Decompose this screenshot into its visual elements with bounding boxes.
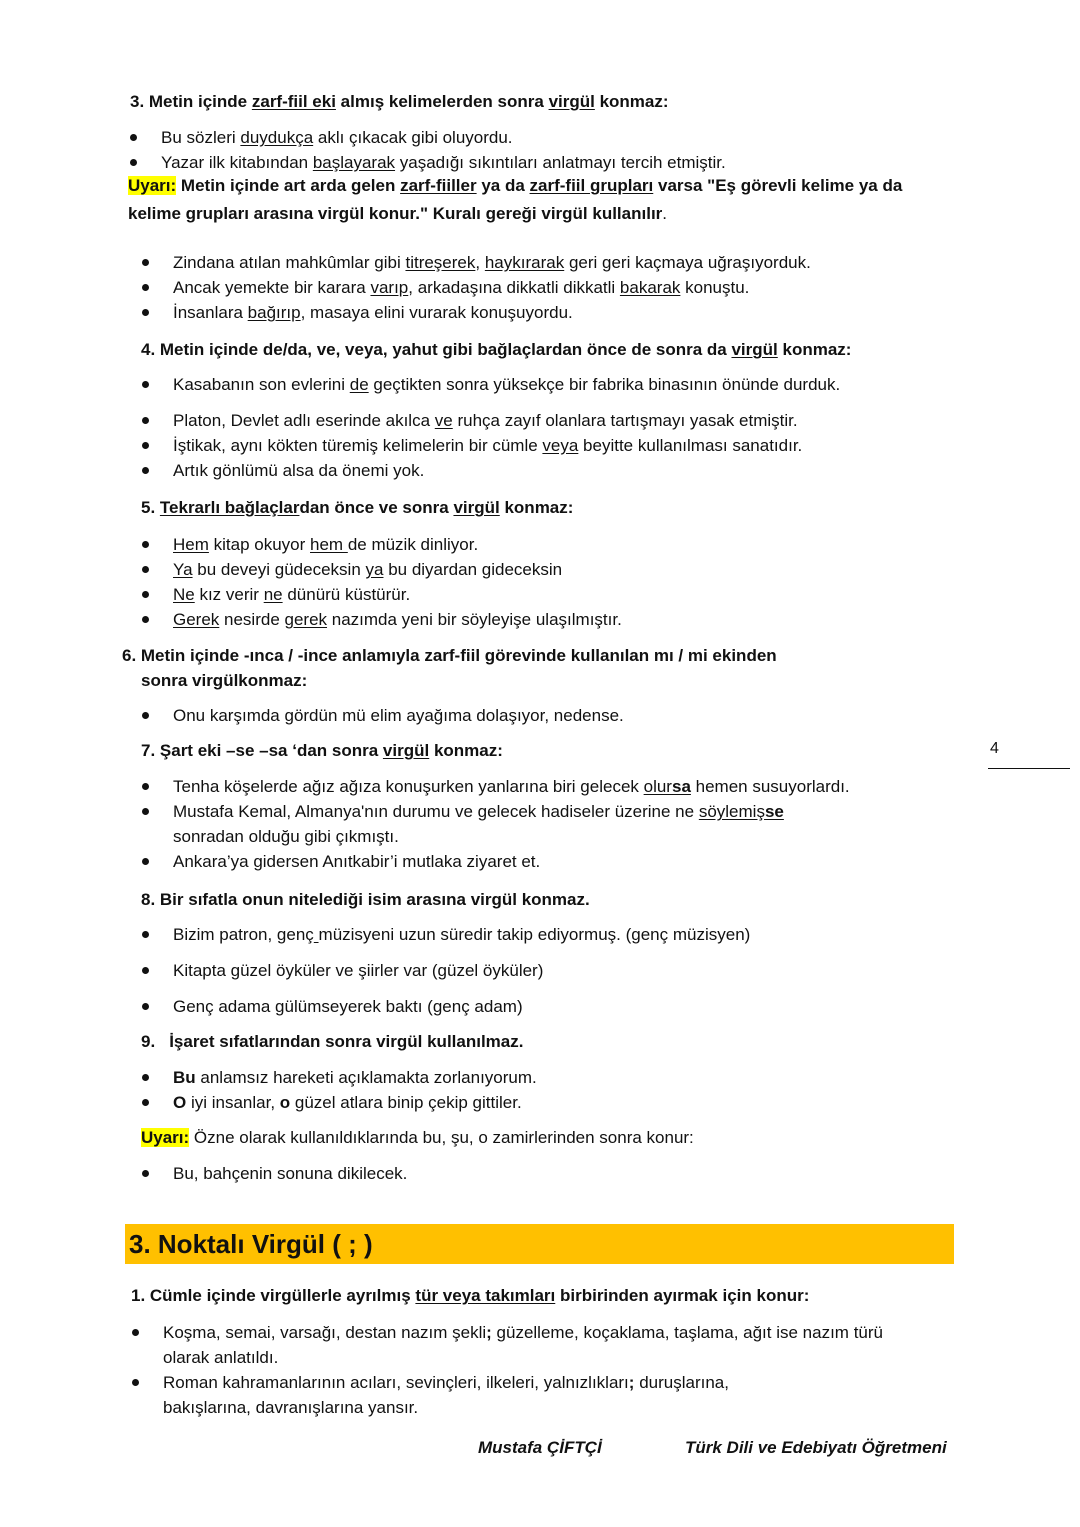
rule-7-heading: 7. Şart eki –se –sa ‘dan sonra virgül konmaz: — [141, 741, 503, 760]
footer-role: Türk Dili ve Edebiyatı Öğretmeni — [685, 1438, 947, 1457]
list-item: Ne kız verir ne dünürü küstürür. — [140, 582, 622, 607]
list-item: Bu sözleri duydukça aklı çıkacak gibi oluyordu. — [128, 125, 726, 150]
list-item: Ancak yemekte bir karara varıp, arkadaşına dikkatli dikkatli bakarak konuştu. — [140, 275, 811, 300]
footer-author: Mustafa ÇİFTÇİ — [478, 1438, 602, 1457]
rule-6-examples — [140, 703, 624, 728]
list-item: Bu, bahçenin sonuna dikilecek. — [140, 1161, 407, 1186]
list-item: Genç adama gülümseyerek baktı (genç adam) — [140, 994, 750, 1019]
list-item: Koşma, semai, varsağı, destan nazım şekli; güzelleme, koçaklama, taşlama, ağıt ise nazım türü olarak anlatıldı. — [130, 1320, 923, 1370]
rule-6-heading-line1: 6. Metin içinde -ınca / -ince anlamıyla zarf-fiil görevinde kullanılan mı / mi ekinden — [122, 646, 777, 665]
rule-7-examples — [140, 774, 853, 874]
list-item: İnsanlara bağırıp, masaya elini vurarak konuşuyordu. — [140, 300, 811, 325]
list-item: Zindana atılan mahkûmlar gibi titreşerek, haykırarak geri geri kaçmaya uğraşıyorduk. — [140, 250, 811, 275]
page-number: 4 — [990, 740, 999, 757]
semicolon-rule-1-heading: 1. Cümle içinde virgüllerle ayrılmış tür veya takımları birbirinden ayırmak için konur: — [131, 1286, 810, 1305]
rule-5-examples — [140, 532, 622, 632]
list-item: Bu anlamsız hareketi açıklamakta zorlanıyorum. — [140, 1065, 537, 1090]
list-item: O iyi insanlar, o güzel atlara binip çekip gittiler. — [140, 1090, 537, 1115]
list-item: Ankara’ya gidersen Anıtkabir’i mutlaka ziyaret et. — [140, 849, 853, 874]
list-item: Yazar ilk kitabından başlayarak yaşadığı sıkıntıları anlatmayı tercih etmiştir. — [128, 150, 726, 175]
list-item: Roman kahramanlarının acıları, sevinçleri, ilkeleri, yalnızlıkları; duruşlarına, bakışlarına, davranışlarına yansır. — [130, 1370, 803, 1420]
warning-label: Uyarı: — [128, 176, 177, 195]
list-item: Artık gönlümü alsa da önemi yok. — [140, 458, 840, 483]
warning-1-paragraph: Uyarı: Metin içinde art arda gelen zarf-fiiller ya da zarf-fiil grupları varsa "Eş görevli kelime ya da kelime grupları arasına virgül konur." Kuralı gereği virgül kullanılır. — [128, 176, 903, 223]
rule-8-examples — [140, 922, 750, 1019]
list-item: Kitapta güzel öyküler ve şiirler var (güzel öyküler) — [140, 958, 750, 983]
list-item: Tenha köşelerde ağız ağıza konuşurken yanlarına biri gelecek olursa hemen susuyorlardı. — [140, 774, 853, 799]
warning-label: Uyarı: — [141, 1128, 190, 1147]
semicolon-rule-1-examples — [130, 1320, 923, 1420]
rule-5-heading: 5. Tekrarlı bağlaçlardan önce ve sonra virgül konmaz: — [141, 498, 574, 517]
rule-8-heading: 8. Bir sıfatla onun nitelediği isim arasına virgül konmaz. — [141, 890, 590, 909]
page-number-rule — [988, 768, 1070, 769]
list-item: Ya bu deveyi güdeceksin ya bu diyardan gideceksin — [140, 557, 622, 582]
section-title-bar: 3. Noktalı Virgül ( ; ) — [125, 1224, 954, 1264]
rule-6-heading-line2: sonra virgülkonmaz: — [141, 671, 308, 690]
list-item: Hem kitap okuyor hem de müzik dinliyor. — [140, 532, 622, 557]
list-item: Platon, Devlet adlı eserinde akılca ve ruhça zayıf olanlara tartışmayı yasak etmiştir. — [140, 408, 840, 433]
warning-2-examples — [140, 1161, 407, 1186]
rule-9-examples — [140, 1065, 537, 1115]
warning-1-examples — [140, 250, 811, 325]
list-item: Gerek nesirde gerek nazımda yeni bir söyleyişe ulaşılmıştır. — [140, 607, 622, 632]
warning-2-paragraph: Uyarı: Özne olarak kullanıldıklarında bu, şu, o zamirlerinden sonra konur: — [141, 1128, 694, 1147]
rule-3-heading: 3. Metin içinde zarf-fiil eki almış kelimelerden sonra virgül konmaz: — [130, 92, 669, 111]
list-item: Bizim patron, genç müzisyeni uzun süredir takip ediyormuş. (genç müzisyen) — [140, 922, 750, 947]
rule-4-examples — [140, 372, 840, 483]
rule-9-heading: 9. İşaret sıfatlarından sonra virgül kullanılmaz. — [141, 1032, 524, 1051]
list-item: İştikak, aynı kökten türemiş kelimelerin bir cümle veya beyitte kullanılması sanatıdır. — [140, 433, 840, 458]
list-item: Kasabanın son evlerini de geçtikten sonra yüksekçe bir fabrika binasının önünde durduk. — [140, 372, 840, 397]
list-item: Onu karşımda gördün mü elim ayağıma dolaşıyor, nedense. — [140, 703, 624, 728]
list-item: Mustafa Kemal, Almanya'nın durumu ve gelecek hadiseler üzerine ne söylemişse sonradan olduğu gibi çıkmıştı. — [140, 799, 853, 849]
rule-4-heading: 4. Metin içinde de/da, ve, veya, yahut gibi bağlaçlardan önce de sonra da virgül konmaz: — [141, 340, 852, 359]
rule-3-examples — [128, 125, 726, 175]
